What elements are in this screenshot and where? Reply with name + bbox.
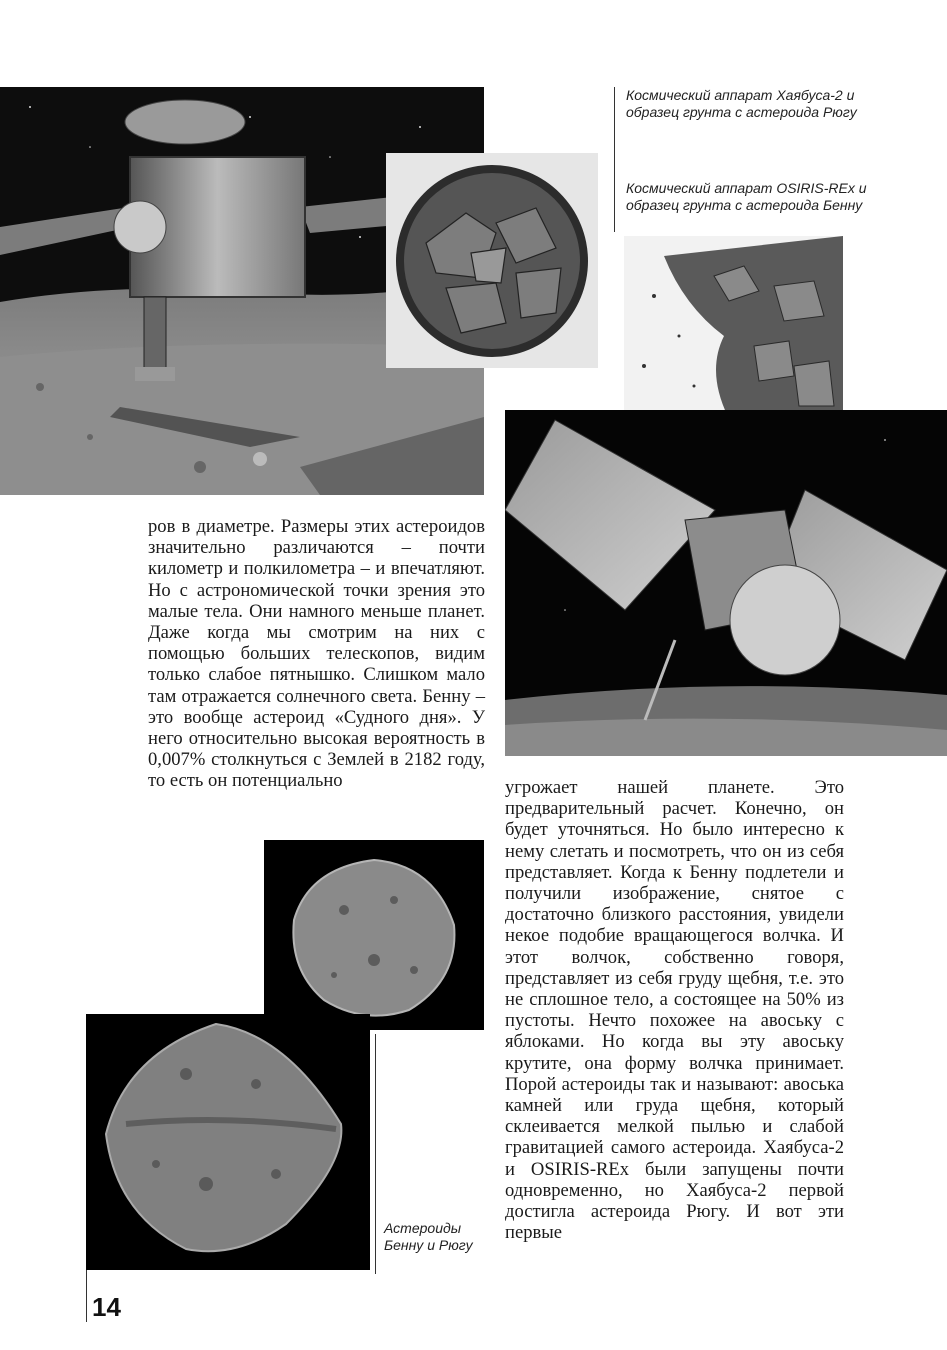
caption-asteroids: Астероиды Бенну и Рюгу	[384, 1220, 473, 1253]
text-left-column	[148, 516, 485, 792]
caption-osiris: Космический аппарат OSIRIS-REx и образец грунта с астероида Бенну	[626, 180, 867, 213]
page-margin-rule	[86, 1270, 87, 1322]
bennu-asteroid-photo	[264, 840, 484, 1030]
osiris-rex-photo	[505, 410, 947, 756]
body-paragraph-left: ров в диаметре. Размеры этих астероидов значительно различаются – почти километр и полкилометра – и впечатляют. Но с астрономической точки зрения это малые тела. Они намного меньше планет. Даже когда мы смотрим на них с помощью больших телескопов, видим только слабое пятнышко. Слишком мало там отражается солнечного света. Бенну – это вообще астероид «Судного дня». У него относительно высокая вероятность в 0,007% столкнуться с Землей в 2182 году, то есть он потенциально	[148, 516, 485, 792]
asteroids-caption-divider	[375, 1034, 376, 1274]
caption-hayabusa: Космический аппарат Хаябуса-2 и образец грунта с астероида Рюгу	[626, 87, 857, 120]
ryugu-sample-photo	[386, 153, 598, 368]
text-right-column	[505, 777, 844, 1243]
page-number: 14	[92, 1292, 121, 1322]
ryugu-asteroid-photo	[86, 1014, 370, 1270]
bennu-sample-photo	[624, 236, 843, 428]
caption-divider	[614, 87, 615, 232]
body-paragraph-right: угрожает нашей планете. Это предварительный расчет. Конечно, он будет уточняться. Но было интересно к нему слетать и посмотреть, что он из себя представляет. Когда к Бенну подлетели и получили изображение, снятое с достаточно близкого расстояния, увидели некое подобие вращающегося волчка. И этот волчок, собственно говоря, представляет из себя груду щебня, т.е. это не сплошное тело, а состоящее на 50% из пустоты. Нечто похожее на авоську с яблоками. Но когда вы эту авоську крутите, она форму волчка принимает. Порой астероиды так и называют: авоська камней или груда щебня, который склеивается мелкой пылью и слабой гравитацией самого астероида. Хаябуса-2 и OSIRIS-REx были запущены почти одновременно, но Хаябуса-2 первой достигла астероида Рюгу. И вот эти первые	[505, 777, 844, 1244]
